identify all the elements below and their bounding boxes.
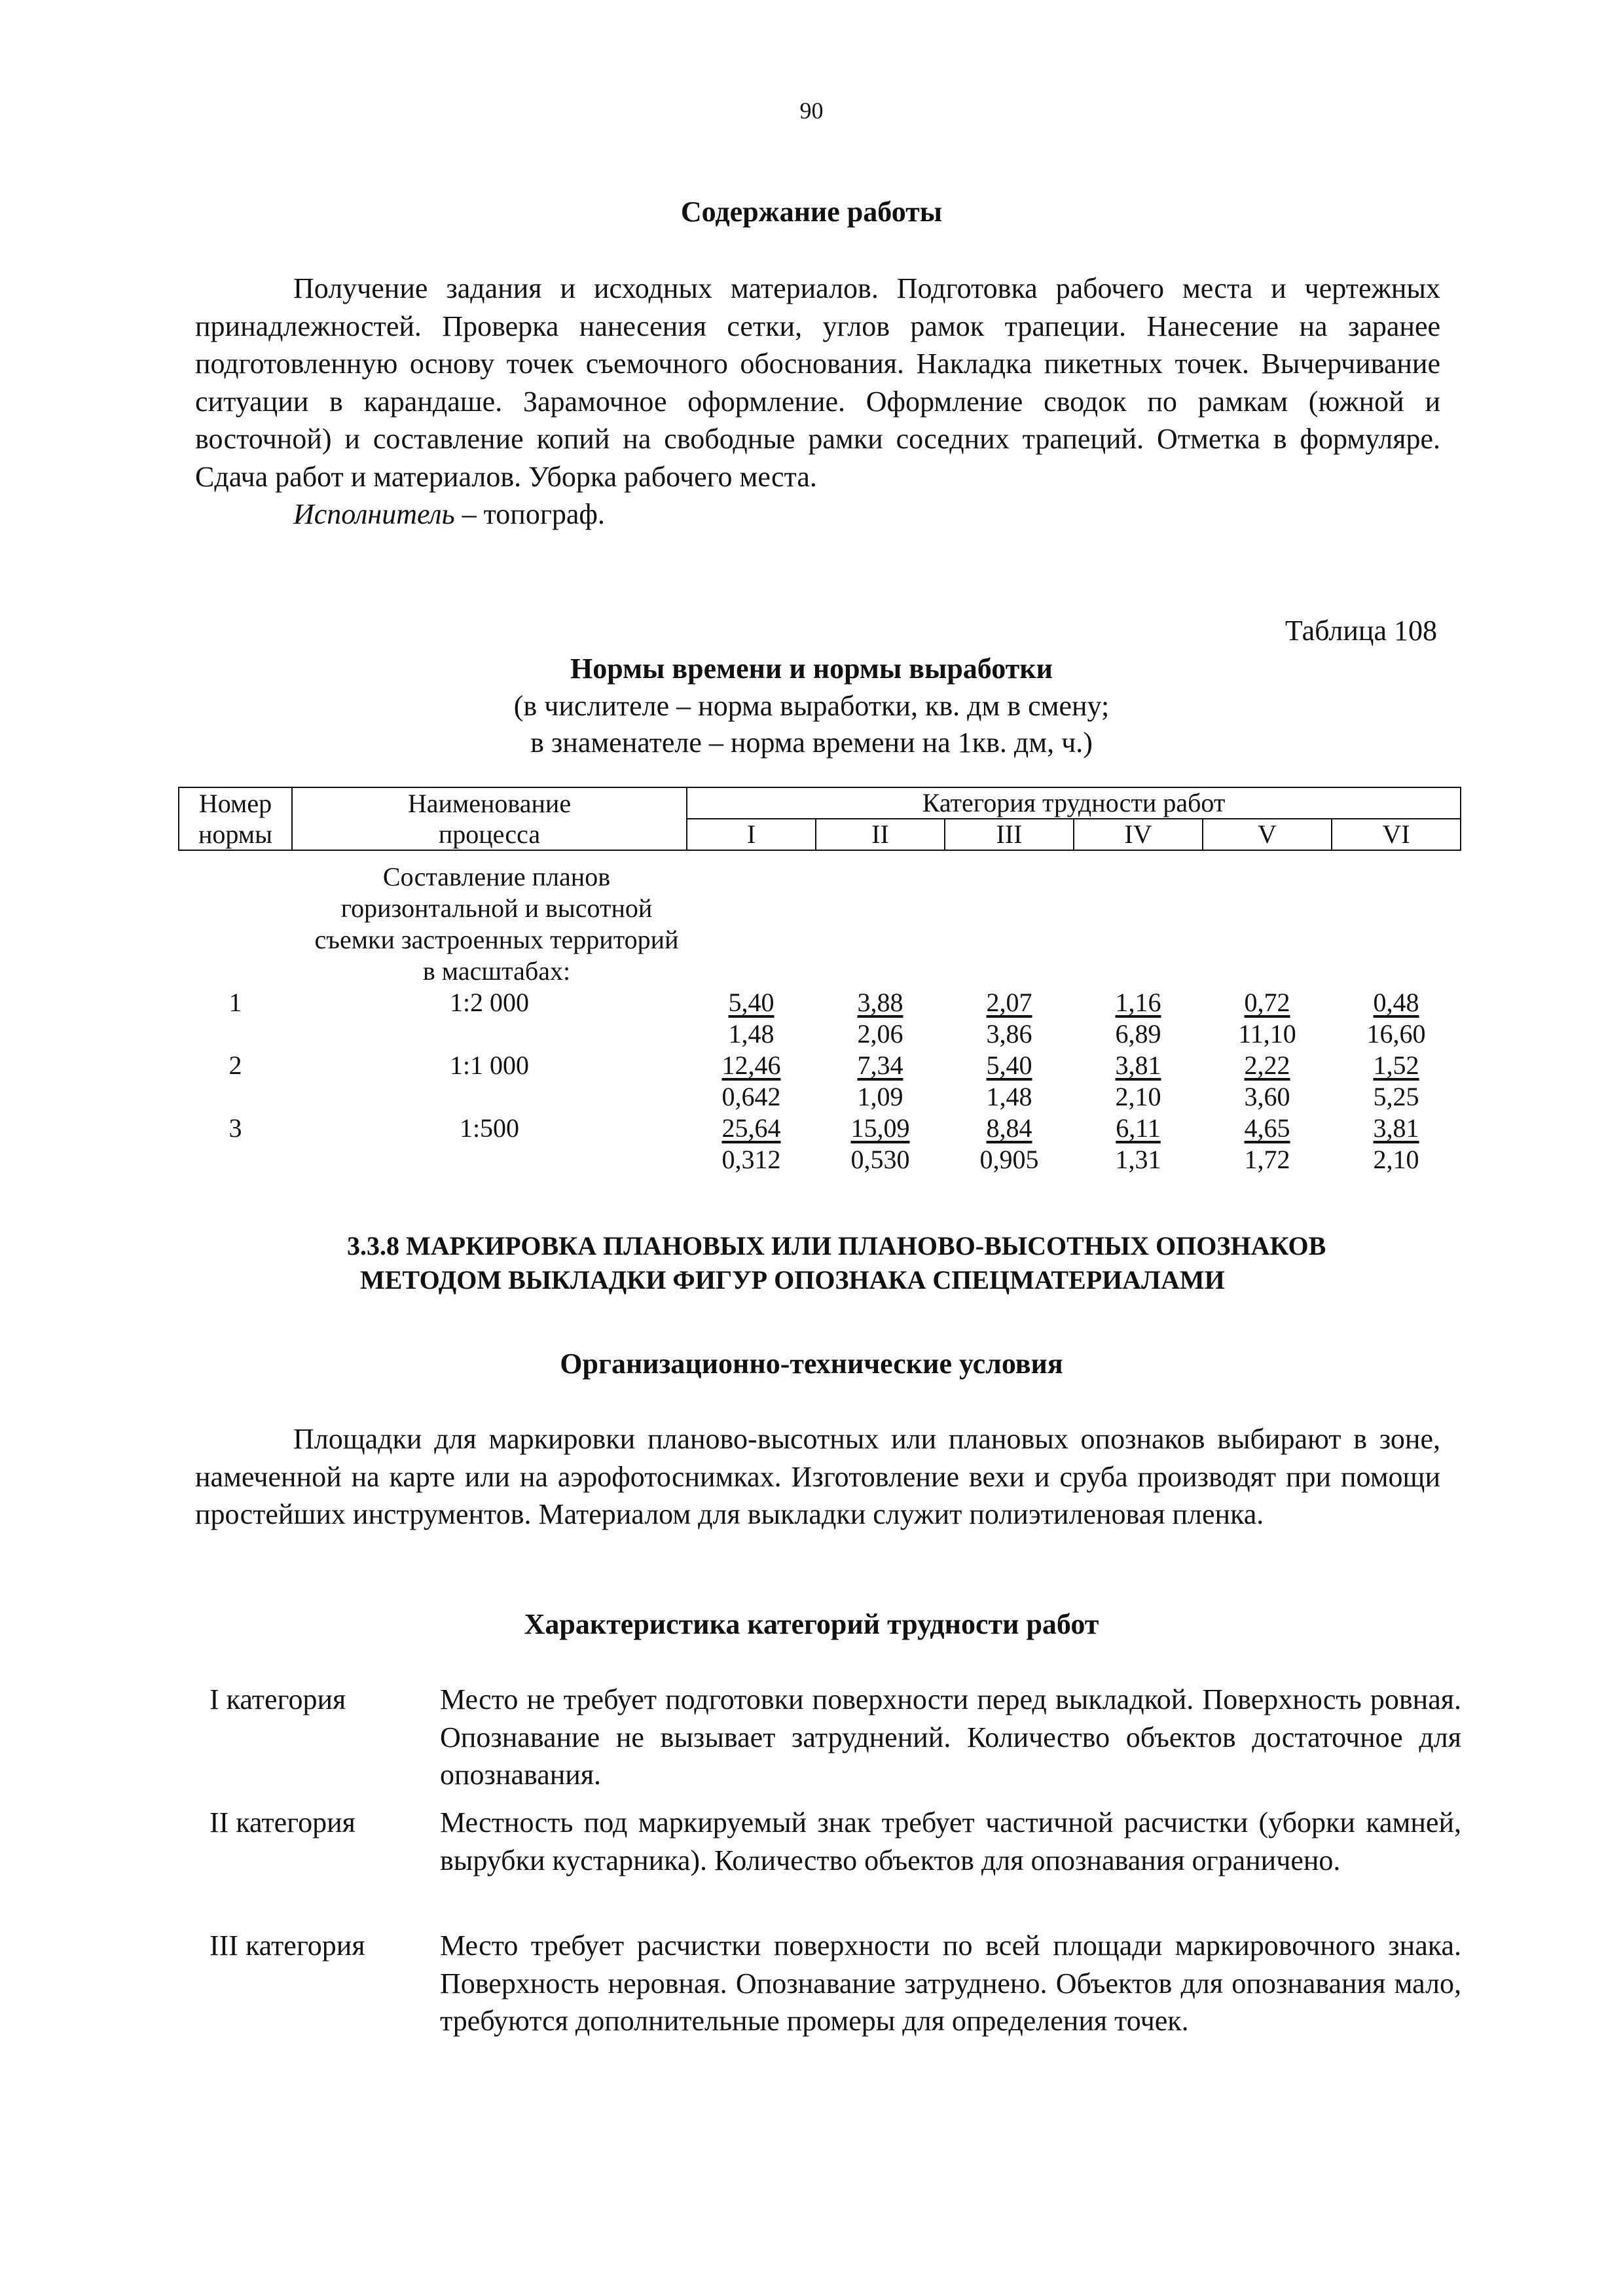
header-process-top: Наименование (292, 787, 687, 819)
header-category-5: V (1203, 819, 1332, 850)
header-category-2: II (816, 819, 945, 850)
row-norm-no: 1 (228, 988, 242, 1017)
category-label: II категория (210, 1806, 356, 1839)
cell-numerator: 6,11 (1116, 1113, 1161, 1143)
cell-numerator: 25,64 (721, 1113, 781, 1143)
cell-denominator: 3,60 (1244, 1082, 1290, 1111)
cell-numerator: 15,09 (850, 1113, 910, 1143)
table-cell (1332, 1050, 1461, 1113)
table-cell (1074, 987, 1203, 1050)
cell-denominator: 1,48 (728, 1019, 775, 1049)
cell-denominator: 0,312 (721, 1145, 781, 1174)
row-scale: 1:1 000 (449, 1050, 530, 1080)
cell-denominator: 6,89 (1115, 1019, 1161, 1049)
cell-numerator: 3,81 (1373, 1113, 1419, 1143)
page-number: 90 (799, 98, 824, 124)
executor-line (195, 495, 1440, 533)
section-heading-line1: 3.3.8 МАРКИРОВКА ПЛАНОВЫХ ИЛИ ПЛАНОВО-ВЫСОТНЫХ ОПОЗНАКОВ (347, 1231, 1326, 1261)
cell-numerator: 2,22 (1244, 1050, 1290, 1080)
header-norm-no-top: Номер (179, 787, 292, 819)
row-scale: 1:500 (459, 1113, 520, 1143)
cell-numerator: 0,48 (1373, 988, 1419, 1017)
table-cell (1203, 987, 1332, 1050)
work-content-paragraph: Получение задания и исходных материалов. Подготовка рабочего места и чертежных принадлежностей. Проверка нанесения сетки, углов рамок трапеции. Нанесение на заранее подготовленную основу точек съемочного обоснования. Накладка пикетных точек. Вычерчивание ситуации в карандаше. Зарамочное оформление. Оформление сводок по рамкам (южной и восточной) и составление копий на свободные рамки соседних трапеций. Отметка в формуляре. Сдача работ и материалов. Уборка рабочего места. (195, 272, 1440, 493)
table-label: Таблица 108 (1285, 615, 1437, 647)
table-cell (816, 1050, 945, 1113)
header-category-4: IV (1074, 819, 1203, 850)
cell-denominator: 2,06 (857, 1019, 903, 1049)
category-label: I категория (210, 1683, 346, 1715)
table-row (179, 1050, 1461, 1113)
table-row (179, 1113, 1461, 1175)
cell-numerator: 5,40 (986, 1050, 1032, 1080)
group-description-row (179, 850, 1461, 987)
norms-table (178, 787, 1461, 1175)
table-cell (816, 1113, 945, 1175)
cell-numerator: 2,07 (986, 988, 1032, 1017)
group-description: Составление планов горизонтальной и высотной съемки застроенных территорий в масштабах: (314, 862, 679, 986)
category-label: III категория (210, 1929, 365, 1962)
executor-label: Исполнитель (293, 498, 455, 530)
table-row (179, 987, 1461, 1050)
table-subtitle-1: (в числителе – норма выработки, кв. дм в смену; (513, 690, 1110, 722)
cell-numerator: 4,65 (1244, 1113, 1290, 1143)
table-cell (945, 1050, 1074, 1113)
header-category-3: III (945, 819, 1074, 850)
table-cell (816, 987, 945, 1050)
conditions-title: Организационно-технические условия (560, 1348, 1063, 1380)
categories-title: Характеристика категорий трудности работ (524, 1608, 1099, 1640)
table-cell (1332, 987, 1461, 1050)
row-norm-no: 2 (228, 1050, 242, 1080)
cell-denominator: 11,10 (1238, 1019, 1296, 1049)
cell-numerator: 5,40 (728, 988, 775, 1017)
table-cell (1332, 1113, 1461, 1175)
header-category-1: I (687, 819, 816, 850)
table-subtitle-2: в знаменателе – норма времени на 1кв. дм, ч.) (530, 726, 1093, 759)
work-content-block (195, 270, 1440, 533)
header-row-top (179, 787, 1461, 819)
header-norm-no-bottom: нормы (179, 819, 292, 850)
header-category-group: Категория трудности работ (687, 787, 1461, 819)
category-text: Место требует расчистки поверхности по всей площади маркировочного знака. Поверхность неровная. Опознавание затруднено. Объектов для опознавания мало, требуются дополнительные промеры для определения точек. (440, 1929, 1461, 2037)
table-cell (1074, 1050, 1203, 1113)
cell-numerator: 1,16 (1115, 988, 1161, 1017)
cell-denominator: 1,31 (1115, 1145, 1161, 1174)
executor-value: – топограф. (454, 498, 605, 530)
cell-denominator: 5,25 (1373, 1082, 1419, 1111)
cell-numerator: 1,52 (1373, 1050, 1419, 1080)
row-scale: 1:2 000 (449, 988, 530, 1017)
cell-denominator: 1,48 (986, 1082, 1032, 1111)
cell-numerator: 12,46 (721, 1050, 781, 1080)
cell-denominator: 16,60 (1366, 1019, 1426, 1049)
conditions-block (195, 1420, 1440, 1534)
section-heading-line2: МЕТОДОМ ВЫКЛАДКИ ФИГУР ОПОЗНАКА СПЕЦМАТЕРИАЛАМИ (360, 1265, 1225, 1295)
table-cell (1203, 1113, 1332, 1175)
table-title: Нормы времени и нормы выработки (570, 653, 1053, 685)
cell-numerator: 0,72 (1244, 988, 1290, 1017)
category-text: Место не требует подготовки поверхности перед выкладкой. Поверхность ровная. Опознавание не вызывает затруднений. Количество объектов достаточное для опознавания. (440, 1683, 1461, 1791)
cell-denominator: 0,530 (850, 1145, 910, 1174)
table-cell (687, 1050, 816, 1113)
cell-denominator: 2,10 (1115, 1082, 1161, 1111)
table-cell (945, 1113, 1074, 1175)
cell-denominator: 3,86 (986, 1019, 1032, 1049)
work-content-title: Содержание работы (680, 196, 943, 228)
table-cell (687, 1113, 816, 1175)
cell-denominator: 0,642 (721, 1082, 781, 1111)
cell-numerator: 3,88 (857, 988, 903, 1017)
header-category-6: VI (1332, 819, 1461, 850)
cell-numerator: 8,84 (986, 1113, 1032, 1143)
cell-denominator: 1,09 (857, 1082, 903, 1111)
category-text: Местность под маркируемый знак требует частичной расчистки (уборки камней, вырубки кустарника). Количество объектов для опознавания ограничено. (440, 1806, 1461, 1876)
cell-denominator: 0,905 (979, 1145, 1039, 1174)
table-cell (945, 987, 1074, 1050)
row-norm-no: 3 (228, 1113, 242, 1143)
header-process-bottom: процесса (292, 819, 687, 850)
cell-numerator: 3,81 (1115, 1050, 1161, 1080)
cell-denominator: 1,72 (1244, 1145, 1290, 1174)
table-cell (687, 987, 816, 1050)
conditions-paragraph: Площадки для маркировки планово-высотных или плановых опознаков выбирают в зоне, намеченной на карте или на аэрофотоснимках. Изготовление вехи и сруба производят при помощи простейших инструментов. Материалом для выкладки служит полиэтиленовая пленка. (195, 1423, 1440, 1530)
table-cell (1074, 1113, 1203, 1175)
cell-numerator: 7,34 (857, 1050, 903, 1080)
cell-denominator: 2,10 (1373, 1145, 1419, 1174)
header-row-bottom (179, 819, 1461, 850)
table-cell (1203, 1050, 1332, 1113)
